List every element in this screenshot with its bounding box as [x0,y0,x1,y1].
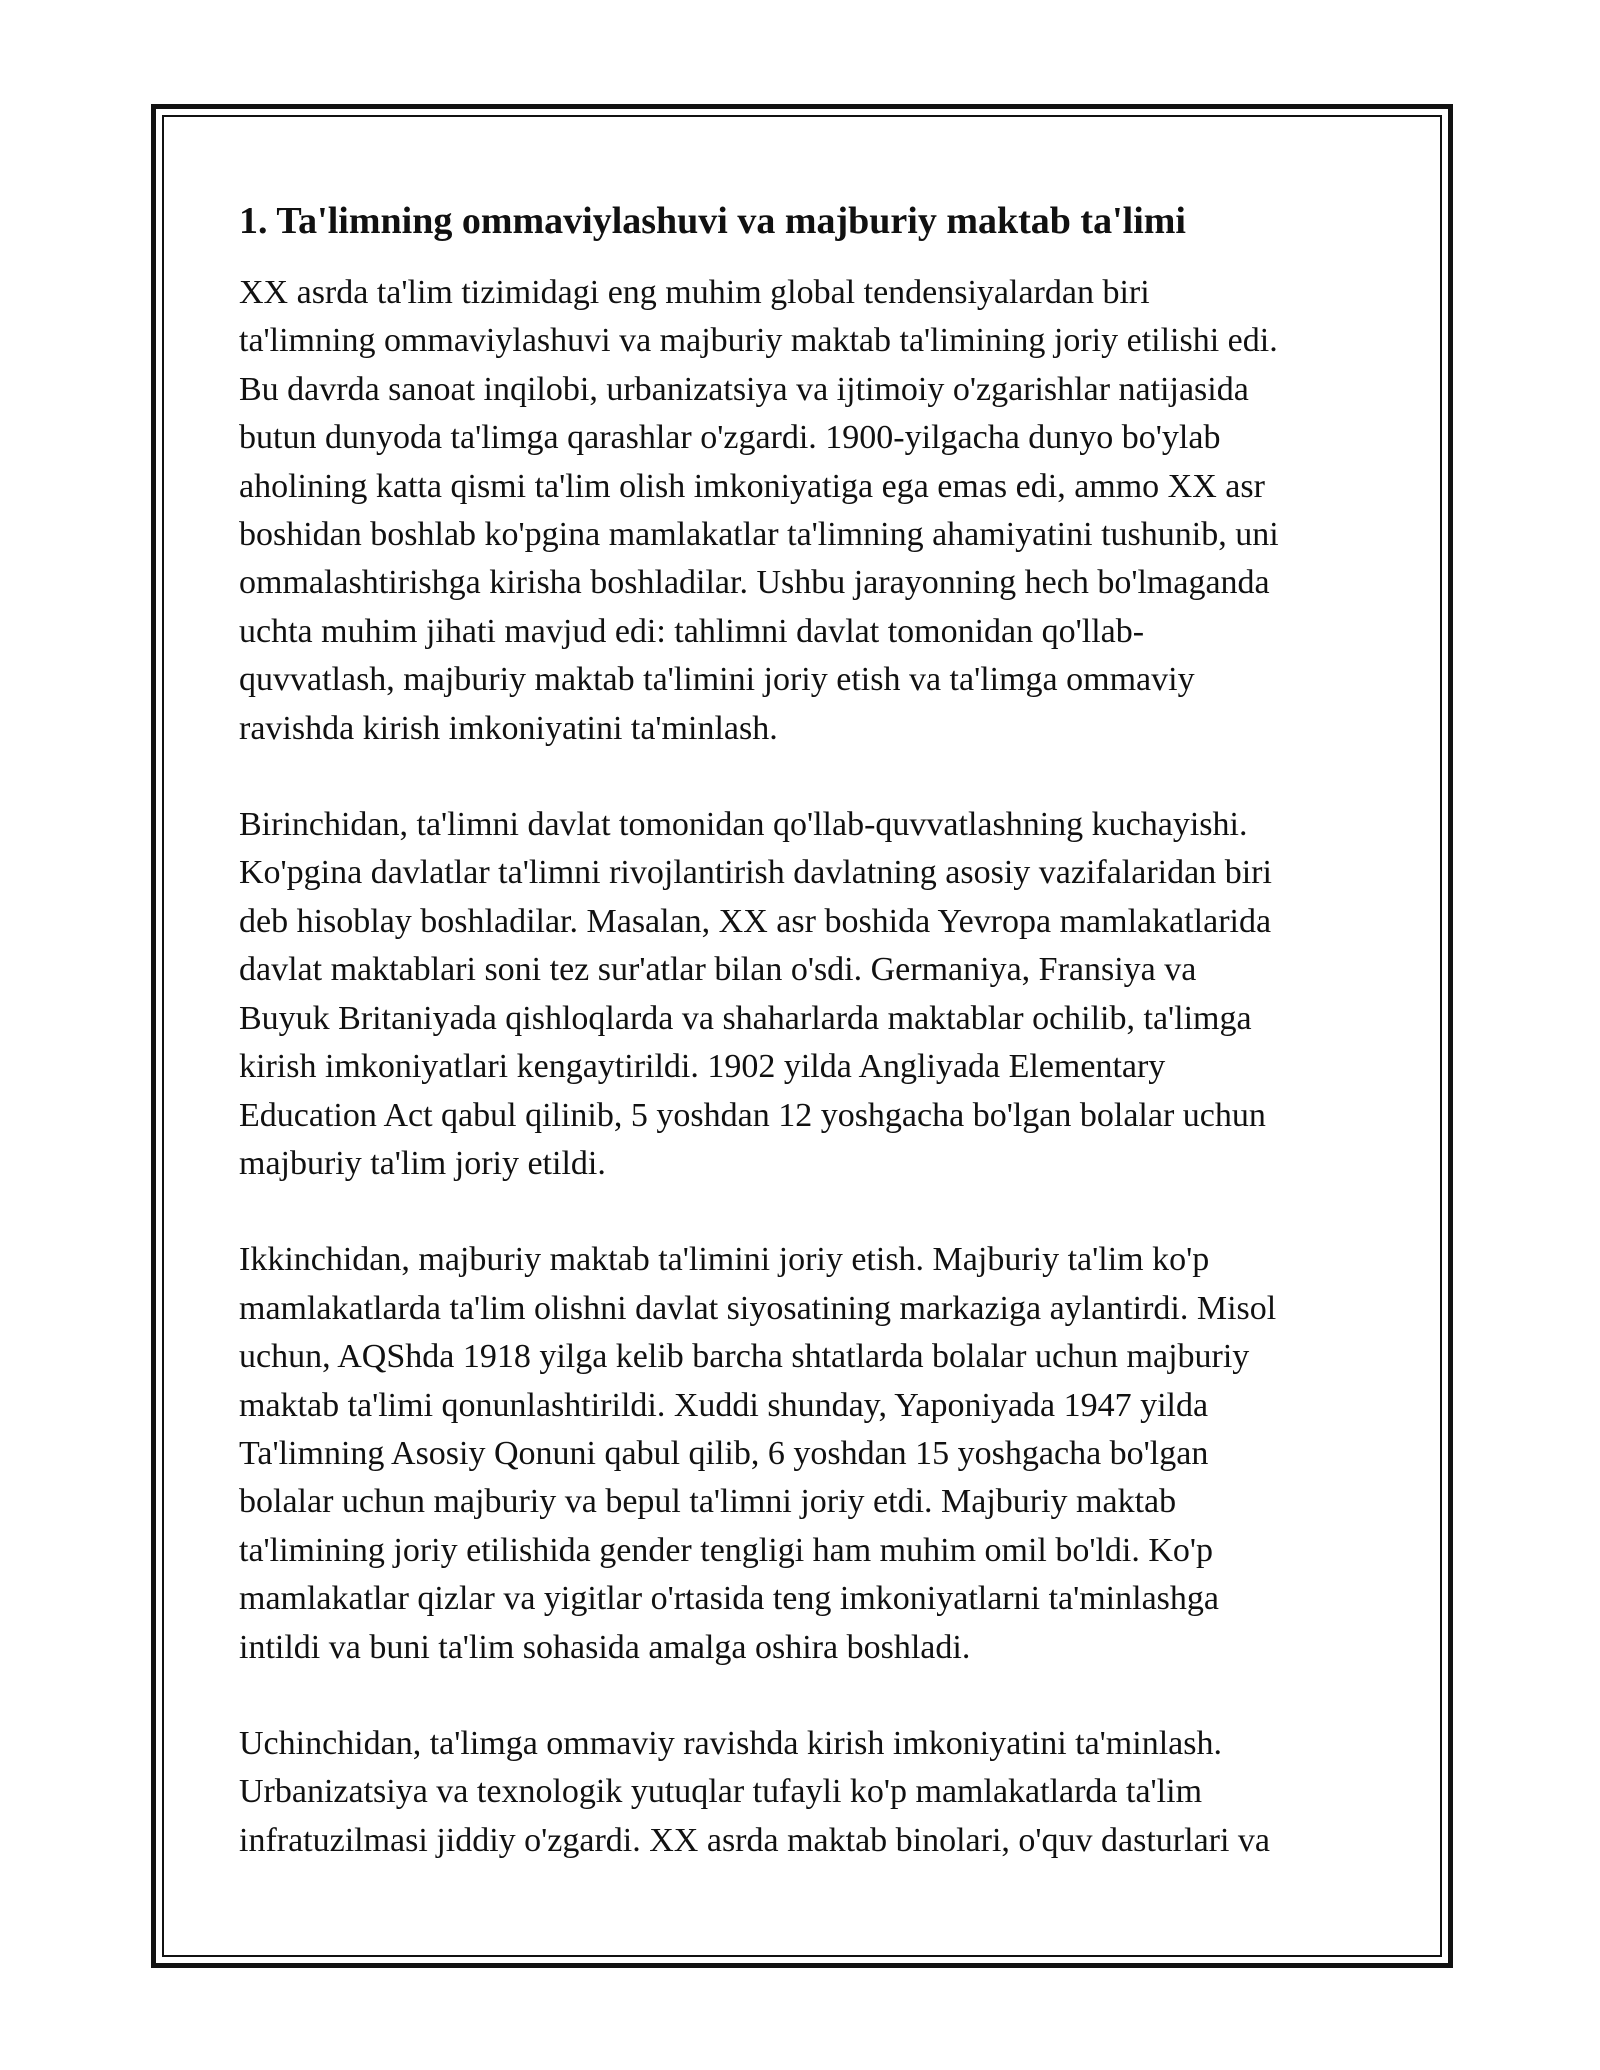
text-line: intildi va buni ta'lim sohasida amalga oshira boshladi. [239,1628,971,1666]
text-line: Uchinchidan, ta'limga ommaviy ravishda kirish imkoniyatini ta'minlash. [239,1724,1222,1762]
text-line: maktab ta'limi qonunlashtirildi. Xuddi shunday, Yaponiyada 1947 yilda [239,1386,1209,1424]
document-body [239,197,1379,1865]
text-line: aholining katta qismi ta'lim olish imkoniyatiga ega emas edi, ammo XX asr [239,467,1265,505]
text-line: Education Act qabul qilinib, 5 yoshdan 12 yoshgacha bo'lgan bolalar uchun [239,1096,1266,1134]
page-border-inner [162,115,1442,1957]
text-line: quvvatlash, majburiy maktab ta'limini joriy etish va ta'limga ommaviy [239,661,1195,699]
text-line: Bu davrda sanoat inqilobi, urbanizatsiya va ijtimoiy o'zgarishlar natijasida [239,370,1249,408]
text-line: kirish imkoniyatlari kengaytirildi. 1902 yilda Angliyada Elementary [239,1048,1166,1086]
text-line: boshidan boshlab ko'pgina mamlakatlar ta'limning ahamiyatini tushunib, uni [239,516,1279,554]
text-line: Ta'limning Asosiy Qonuni qabul qilib, 6 yoshdan 15 yoshgacha bo'lgan [239,1434,1209,1472]
text-line: ta'limining joriy etilishida gender tengligi ham muhim omil bo'ldi. Ko'p [239,1531,1214,1569]
text-line: mamlakatlarda ta'lim olishni davlat siyosatining markaziga aylantirdi. Misol [239,1289,1277,1327]
text-line: ravishda kirish imkoniyatini ta'minlash. [239,709,778,747]
paragraph-4 [239,1720,1379,1865]
text-line: Ko'pgina davlatlar ta'limni rivojlantirish davlatning asosiy vazifalaridan biri [239,854,1272,892]
text-line: uchun, AQShda 1918 yilga kelib barcha shtatlarda bolalar uchun majburiy [239,1338,1250,1376]
text-line: ommalashtirishga kirisha boshladilar. Ushbu jarayonning hech bo'lmaganda [239,564,1270,602]
section-title: 1. Ta'limning ommaviylashuvi va majburiy maktab ta'limi [239,200,1186,242]
text-line: XX asrda ta'lim tizimidagi eng muhim global tendensiyalardan biri [239,274,1150,311]
text-line: uchta muhim jihati mavjud edi: tahlimni davlat tomonidan qo'llab- [239,612,1145,650]
text-line: Birinchidan, ta'limni davlat tomonidan qo'llab-quvvatlashning kuchayishi. [239,806,1248,844]
text-line: Buyuk Britaniyada qishloqlarda va shaharlarda maktablar ochilib, ta'limga [239,999,1252,1037]
paragraph-list [239,269,1379,1865]
paragraph-2 [239,801,1379,1188]
text-line: bolalar uchun majburiy va bepul ta'limni joriy etdi. Majburiy maktab [239,1483,1177,1521]
text-line: Ikkinchidan, majburiy maktab ta'limini joriy etish. Majburiy ta'lim ko'p [239,1241,1210,1279]
paragraph-1 [239,269,1379,753]
text-line: ta'limning ommaviylashuvi va majburiy maktab ta'limining joriy etilishi edi. [239,322,1278,360]
page-border [151,104,1453,1968]
text-line: davlat maktablari soni tez sur'atlar bilan o'sdi. Germaniya, Fransiya va [239,951,1197,989]
text-line: deb hisoblay boshladilar. Masalan, XX asr boshida Yevropa mamlakatlarida [239,902,1272,940]
text-line: infratuzilmasi jiddiy o'zgardi. XX asrda maktab binolari, o'quv dasturlari va [239,1821,1271,1859]
text-line: Urbanizatsiya va texnologik yutuqlar tufayli ko'p mamlakatlarda ta'lim [239,1773,1203,1811]
text-line: mamlakatlar qizlar va yigitlar o'rtasida teng imkoniyatlarni ta'minlashga [239,1580,1219,1618]
paragraph-3 [239,1236,1379,1672]
text-line: majburiy ta'lim joriy etildi. [239,1144,606,1182]
text-line: butun dunyoda ta'limga qarashlar o'zgardi. 1900-yilgacha dunyo bo'ylab [239,419,1221,457]
